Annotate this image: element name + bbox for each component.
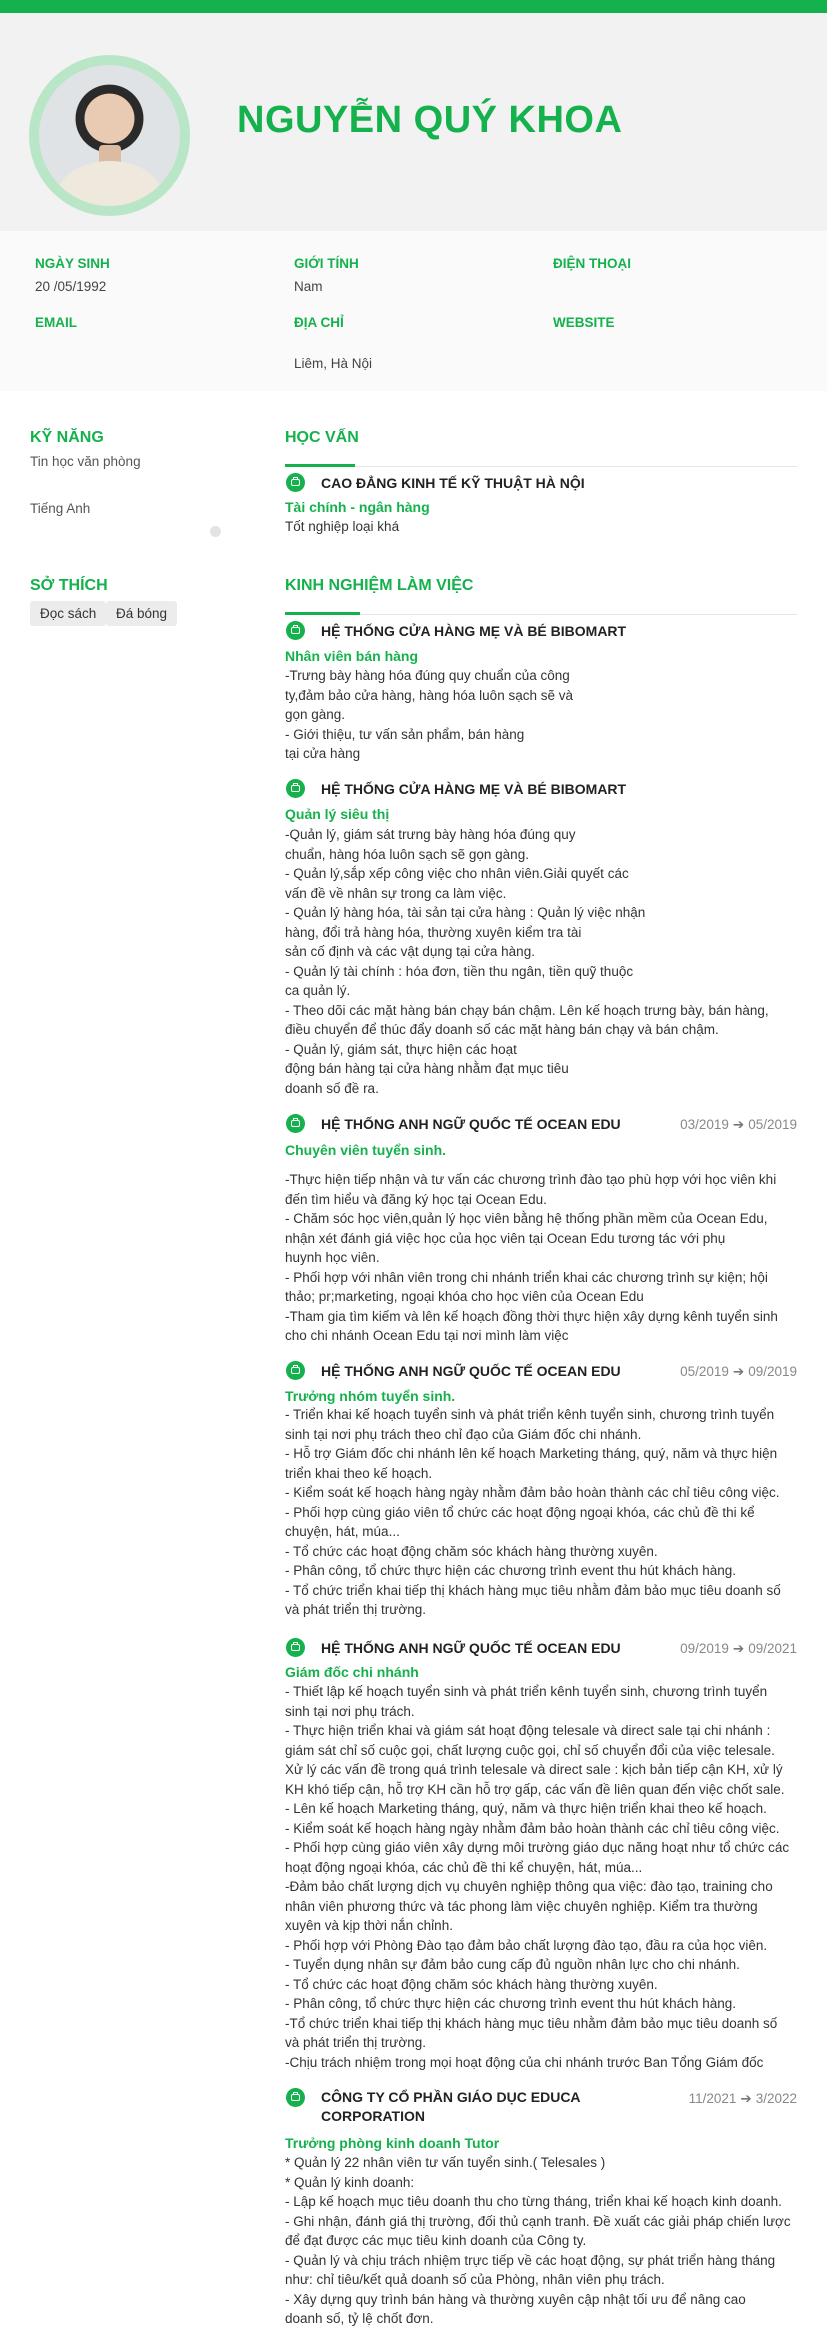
major: Tài chính - ngân hàng — [285, 499, 430, 515]
address-label: ĐỊA CHỈ — [294, 315, 344, 330]
phone-label: ĐIỆN THOẠI — [553, 256, 632, 271]
arrow-right-icon: ➔ — [732, 1117, 745, 1132]
section-accent — [285, 612, 360, 615]
skills-title: KỸ NĂNG — [30, 429, 104, 446]
job-dates — [689, 2089, 797, 2109]
hobby-tag: Đọc sách — [30, 601, 106, 626]
company-name: HỆ THỐNG CỬA HÀNG MẸ VÀ BÉ BIBOMART — [321, 781, 627, 797]
job-dates — [680, 1639, 797, 1659]
job-role: Trưởng nhóm tuyển sinh. — [285, 1388, 456, 1404]
briefcase-icon — [286, 1114, 305, 1133]
section-divider — [285, 614, 797, 615]
skill-level-marker — [210, 526, 221, 537]
company-name: HỆ THỐNG ANH NGỮ QUỐC TẾ OCEAN EDU — [321, 1363, 621, 1379]
avatar — [29, 55, 190, 216]
job-dates — [680, 1362, 797, 1382]
briefcase-icon — [286, 1361, 305, 1380]
job-role: Chuyên viên tuyển sinh. — [285, 1142, 447, 1158]
job-description: -Thực hiện tiếp nhận và tư vấn các chương trình đào tạo phù hợp với học viên khi đến tìm hiểu và đăng ký học tại Ocean Edu. - Chăm sóc học viên,quản lý học viên bằng hệ thống phần mềm của Ocean Edu, nhận xét đánh giá việc học của học viên tại Ocean Edu tương tác với phụ huynh học viên. - Phối hợp với nhân viên trong chi nhánh triển khai các chương trình sự kiện; hội thảo; pr;marketing, ngoại khóa cho học viên của Ocean Edu -Tham gia tìm kiếm và lên kế hoạch đồng thời thực hiện xây dựng kênh tuyển sinh cho chi nhánh Ocean Edu tại nơi mình làm việc — [285, 1172, 778, 1343]
gender-value: Nam — [294, 279, 323, 294]
job-role: Trưởng phòng kinh doanh Tutor — [285, 2135, 500, 2151]
section-accent — [285, 464, 355, 467]
end-date: 3/2022 — [755, 2091, 797, 2106]
gender-label: GIỚI TÍNH — [294, 256, 359, 271]
company-name: CÔNG TY CỔ PHẦN GIÁO DỤC EDUCA CORPORATION — [321, 2089, 581, 2124]
arrow-right-icon: ➔ — [740, 2091, 752, 2106]
top-accent-bar — [0, 0, 827, 13]
arrow-right-icon: ➔ — [732, 1641, 745, 1656]
briefcase-icon — [286, 2088, 305, 2107]
candidate-name: NGUYỄN QUÝ KHOA — [237, 99, 623, 141]
profile-photo — [39, 65, 180, 206]
profile-header — [0, 13, 827, 231]
company-name: HỆ THỐNG ANH NGỮ QUỐC TẾ OCEAN EDU — [321, 1640, 621, 1656]
job-description: - Thiết lập kế hoạch tuyển sinh và phát triển kênh tuyển sinh, chương trình tuyển sinh tại nơi phụ trách. - Thực hiện triển khai và giám sát hoạt động telesale và direct sale tại chi nhánh : giám sát chỉ số cuộc gọi, chất lượng cuộc gọi, chỉ số chuyển đổi của việc telesale. Xử lý các vấn đề trong quá trình telesale và direct sale : kịch bản tiếp cận KH, xử lý KH khó tiếp cận, hỗ trợ KH cần hỗ trợ gấp, các vấn đề liên quan đến việc chốt sale. - Lên kế hoạch Marketing tháng, quý, năm và thực hiện triển khai theo kế hoạch. - Kiểm soát kế hoạch hàng ngày nhằm đảm bảo hoàn thành các chỉ tiêu công việc. - Phối hợp cùng giáo viên xây dựng môi trường giáo dục năng hoạt như tổ chức các hoạt động ngoại khóa, các chủ đề thi kể chuyện, hát, múa... -Đảm bảo chất lượng dịch vụ chuyên nghiệp thông qua việc: đào tạo, training cho nhân viên phương thức và tác phong làm việc chuyên nghiệp. Kiểm tra thường xuyên và kịp thời nắn chỉnh. - Phối hợp với Phòng Đào tạo đảm bảo chất lượng đào tạo, đầu ra của học viên. - Tuyển dụng nhân sự đảm bảo cung cấp đủ nguồn nhân lực cho chi nhánh. - Tổ chức các hoạt động chăm sóc khách hàng thường xuyên. - Phân công, tổ chức thực hiện các chương trình event thu hút khách hàng. -Tổ chức triển khai tiếp thị khách hàng mục tiêu nhằm đảm bảo mục tiêu doanh số và phát triển thị trường. -Chịu trách nhiệm trong mọi hoạt động của chi nhánh trước Ban Tổng Giám đốc — [285, 1684, 790, 2070]
school-name: CAO ĐẲNG KINH TẾ KỸ THUẬT HÀ NỘI — [321, 475, 585, 491]
graduation-icon — [286, 473, 305, 492]
skill-item: Tiếng Anh — [30, 501, 91, 516]
briefcase-icon — [286, 779, 305, 798]
section-divider — [285, 466, 797, 467]
job-description: -Quản lý, giám sát trưng bày hàng hóa đúng quy chuẩn, hàng hóa luôn sạch sẽ gọn gàng. - Quản lý,sắp xếp công việc cho nhân viên.Giải quyết các vấn đề về nhân sự trong ca làm việc. - Quản lý hàng hóa, tài sản tại cửa hàng : Quản lý việc nhận hàng, đổi trả hàng hóa, thường xuyên kiểm tra tài sản cố định và các vật dụng tại cửa hàng. - Quản lý tài chính : hóa đơn, tiền thu ngân, tiền quỹ thuộc ca quản lý. - Theo dõi các mặt hàng bán chạy bán chậm. Lên kế hoạch trưng bày, bán hàng, điều chuyển để thúc đẩy doanh số các mặt hàng bán chạy và bán chậm. - Quản lý, giám sát, thực hiện các hoạt động bán hàng tại cửa hàng nhằm đạt mục tiêu doanh số đề ra. — [285, 827, 769, 1096]
job-role: Giám đốc chi nhánh — [285, 1664, 419, 1680]
birth-value: 20 /05/1992 — [35, 279, 107, 294]
briefcase-icon — [286, 621, 305, 640]
company-name: HỆ THỐNG ANH NGỮ QUỐC TẾ OCEAN EDU — [321, 1116, 621, 1132]
website-label: WEBSITE — [553, 315, 615, 330]
company-name: HỆ THỐNG CỬA HÀNG MẸ VÀ BÉ BIBOMART — [321, 623, 627, 639]
end-date: 09/2019 — [748, 1364, 797, 1379]
education-title: HỌC VẤN — [285, 429, 359, 446]
job-dates — [680, 1115, 797, 1135]
address-value: Liêm, Hà Nội — [294, 356, 373, 371]
hobbies-title: SỞ THÍCH — [30, 577, 108, 594]
arrow-right-icon: ➔ — [732, 1364, 745, 1379]
job-description: - Triển khai kế hoạch tuyển sinh và phát triển kênh tuyển sinh, chương trình tuyển sinh tại nơi phụ trách theo chỉ đạo của Giám đốc chi nhánh. - Hỗ trợ Giám đốc chi nhánh lên kế hoạch Marketing tháng, quý, năm và thực hiện triển khai theo kế hoạch. - Kiểm soát kế hoạch hàng ngày nhằm đảm bảo hoàn thành các chỉ tiêu công việc. - Phối hợp cùng giáo viên tổ chức các hoạt động ngoại khóa, các chủ đề thi kể chuyện, hát, múa... - Tổ chức các hoạt động chăm sóc khách hàng thường xuyên. - Phân công, tổ chức thực hiện các chương trình event thu hút khách hàng. - Tổ chức triển khai tiếp thị khách hàng mục tiêu nhằm đảm bảo mục tiêu doanh số và phát triển thị trường. — [285, 1407, 781, 1617]
start-date: 11/2021 — [688, 2091, 737, 2106]
job-role: Nhân viên bán hàng — [285, 648, 419, 664]
end-date: 09/2021 — [748, 1641, 797, 1656]
end-date: 05/2019 — [748, 1117, 797, 1132]
email-label: EMAIL — [35, 315, 77, 330]
job-description: -Trưng bày hàng hóa đúng quy chuẩn của công ty,đảm bảo cửa hàng, hàng hóa luôn sạch sẽ và gọn gàng. - Giới thiệu, tư vấn sản phẩm, bán hàng tại cửa hàng — [285, 668, 573, 761]
birth-label: NGÀY SINH — [35, 256, 110, 271]
hobby-tag: Đá bóng — [106, 601, 177, 626]
experience-title: KINH NGHIỆM LÀM VIỆC — [285, 577, 474, 594]
skill-item: Tin học văn phòng — [30, 454, 141, 469]
personal-info — [0, 231, 827, 391]
briefcase-icon — [286, 1638, 305, 1657]
education-note: Tốt nghiệp loại khá — [285, 519, 400, 534]
job-role: Quản lý siêu thị — [285, 806, 390, 822]
start-date: 03/2019 — [680, 1117, 729, 1132]
job-description: * Quản lý 22 nhân viên tư vấn tuyển sinh.( Telesales ) * Quản lý kinh doanh: - Lập kế hoạch mục tiêu doanh thu cho từng tháng, triển khai kế hoạch kinh doanh. - Ghi nhận, đánh giá thị trường, đối thủ cạnh tranh. Đề xuất các giải pháp chiến lược để đạt được các mục tiêu kinh doanh của Công ty. - Quản lý và chịu trách nhiệm trực tiếp về các hoạt động, sự phát triển hàng tháng như: chỉ tiêu/kết quả doanh số của Phòng, nhân viên phụ trách. - Xây dựng quy trình bán hàng và thường xuyên cập nhật tối ưu để nâng cao doanh số, tỷ lệ chốt đơn. — [285, 2155, 791, 2326]
start-date: 05/2019 — [680, 1364, 729, 1379]
start-date: 09/2019 — [680, 1641, 729, 1656]
